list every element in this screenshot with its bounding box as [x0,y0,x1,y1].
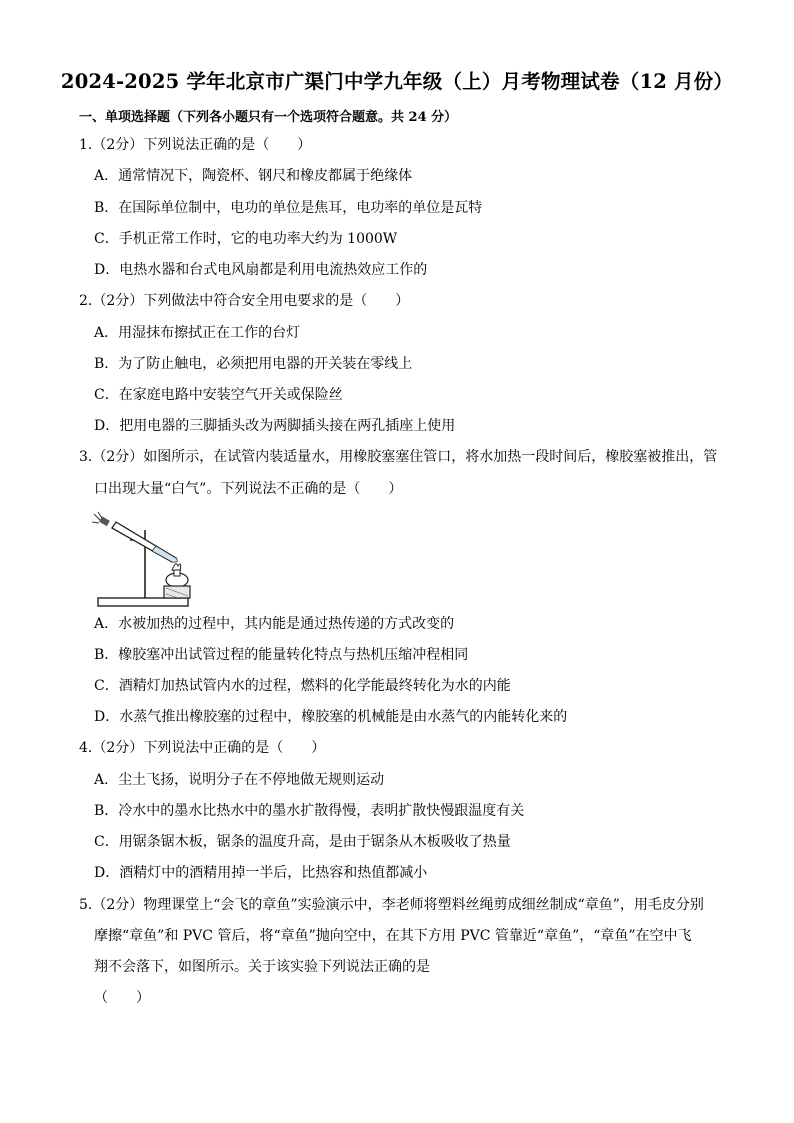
question-3-option-c: C．酒精灯加热试管内水的过程，燃料的化学能最终转化为水的内能 [94,678,511,694]
test-tube-heating-figure [90,510,200,610]
question-5-stem-line-1: 5.（2分）物理课堂上“会飞的章鱼”实验演示中，李老师将塑料丝绳剪成细丝制成“章鱼”，用毛皮分别 [79,897,704,913]
question-1-stem: 1.（2分）下列说法正确的是（ ） [79,137,312,153]
question-2-option-c: C．在家庭电路中安装空气开关或保险丝 [94,387,343,403]
question-2-stem: 2.（2分）下列做法中符合安全用电要求的是（ ） [79,293,410,309]
question-2-option-a: A．用湿抹布擦拭正在工作的台灯 [94,325,301,341]
question-1-option-c: C．手机正常工作时，它的电功率大约为 1000W [94,231,398,247]
question-4-option-a: A．尘土飞扬，说明分子在不停地做无规则运动 [94,772,385,788]
question-4-option-d: D．酒精灯中的酒精用掉一半后，比热容和热值都减小 [94,865,428,881]
question-4-option-c: C．用锯条锯木板，锯条的温度升高，是由于锯条从木板吸收了热量 [94,834,511,850]
question-3-option-a: A．水被加热的过程中，其内能是通过热传递的方式改变的 [94,616,455,632]
question-3-stem-line-1: 3.（2分）如图所示，在试管内装适量水，用橡胶塞塞住管口，将水加热一段时间后，橡胶塞被推出，管 [79,449,718,465]
question-2-option-d: D．把用电器的三脚插头改为两脚插头接在两孔插座上使用 [94,418,456,434]
question-3-option-d: D．水蒸气推出橡胶塞的过程中，橡胶塞的机械能是由水蒸气的内能转化来的 [94,709,568,725]
question-5-stem-line-3: 翔不会落下，如图所示。关于该实验下列说法正确的是 [94,959,430,975]
rubber-stopper [99,516,110,526]
question-1-option-d: D．电热水器和台式电风扇都是利用电流热效应工作的 [94,262,428,278]
question-5-stem-line-4: （ ） [94,990,150,1006]
stand-base [98,598,188,606]
question-4-option-b: B．冷水中的墨水比热水中的墨水扩散得慢，表明扩散快慢跟温度有关 [94,803,525,819]
question-1-option-a: A．通常情况下，陶瓷杯、钢尺和橡皮都属于绝缘体 [94,168,413,184]
question-3-stem-line-2: 口出现大量“白气”。下列说法不正确的是（ ） [94,481,403,497]
question-3-option-b: B．橡胶塞冲出试管过程的能量转化特点与热机压缩冲程相同 [94,647,469,663]
section-heading: 一、单项选择题（下列各小题只有一个选项符合题意。共 24 分） [79,110,458,125]
alcohol-lamp [166,570,188,587]
question-5-stem-line-2: 摩擦“章鱼”和 PVC 管后，将“章鱼”抛向空中，在其下方用 PVC 管靠近“章鱼”，“章鱼”在空中飞 [94,928,692,944]
page-title: 2024-2025 学年北京市广渠门中学九年级（上）月考物理试卷（12 月份） [60,70,734,93]
question-1-option-b: B．在国际单位制中，电功的单位是焦耳，电功率的单位是瓦特 [94,200,483,216]
question-2-option-b: B．为了防止触电，必须把用电器的开关装在零线上 [94,356,413,372]
question-4-stem: 4.（2分）下列说法中正确的是（ ） [79,740,326,756]
